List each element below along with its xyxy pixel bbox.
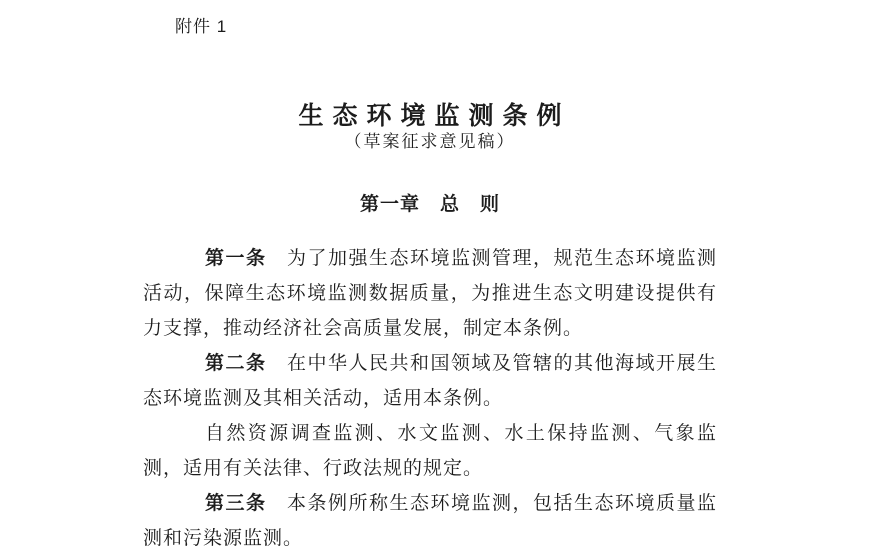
article-paragraph xyxy=(143,486,717,556)
article-paragraph xyxy=(143,241,717,346)
attachment-label: 附件 1 xyxy=(175,17,228,36)
article-paragraph xyxy=(143,416,717,486)
paragraph-text: 本条例所称生态环境监测，包括生态环境质量监测和污染源监测。 xyxy=(143,493,717,549)
paragraph-text: 为了加强生态环境监测管理，规范生态环境监测活动，保障生态环境监测数据质量，为推进生态文明建设提供有力支撑，推动经济社会高质量发展，制定本条例。 xyxy=(143,248,717,339)
document-subtitle: （草案征求意见稿） xyxy=(344,132,516,151)
article-number: 第一条 xyxy=(205,248,267,269)
article-number: 第二条 xyxy=(205,353,267,374)
document-title: 生态环境监测条例 xyxy=(298,102,571,130)
paragraph-text: 自然资源调查监测、水文监测、水土保持监测、气象监测，适用有关法律、行政法规的规定。 xyxy=(143,423,717,479)
chapter-heading: 第一章 总 则 xyxy=(359,194,500,215)
document-body xyxy=(143,241,717,556)
article-paragraph xyxy=(143,346,717,416)
paragraph-text: 在中华人民共和国领域及管辖的其他海域开展生态环境监测及其相关活动，适用本条例。 xyxy=(143,353,717,409)
article-number: 第三条 xyxy=(205,493,267,514)
